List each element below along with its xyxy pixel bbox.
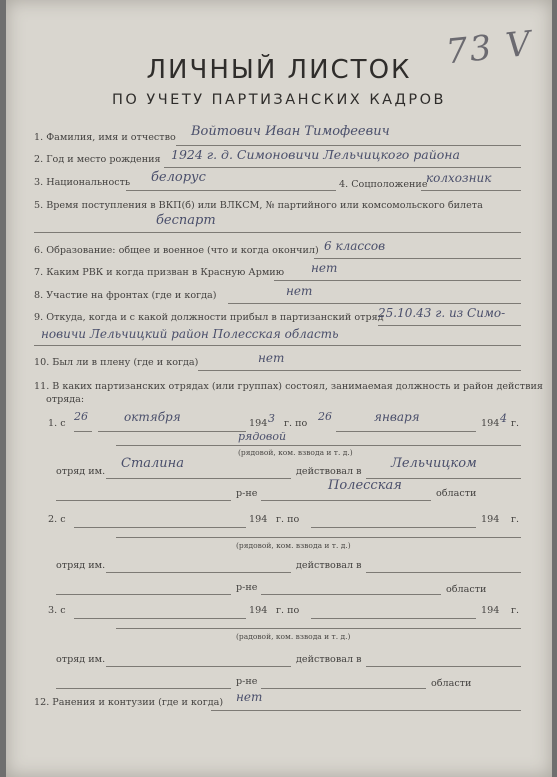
field-4-label: 4. Соцположение (339, 179, 428, 190)
block-3-role-caption: (радовой, ком. взвода и т. д.) (236, 632, 351, 641)
block-3-unit-label: отряд им. (56, 654, 106, 665)
block-1-g: г. (511, 418, 520, 429)
field-7-value: нет (311, 261, 338, 275)
block-3-year-prefix: 194 (249, 605, 268, 616)
block-1-year-prefix: 194 (249, 418, 268, 429)
field-5-value: беспарт (156, 213, 216, 228)
field-10-value: нет (258, 351, 285, 365)
block-2-role-caption: (рядовой, ком. взвода и т. д.) (236, 541, 351, 550)
field-9-line (378, 325, 521, 326)
block-3-district-line (366, 666, 521, 667)
field-8-label: 8. Участие на фронтах (где и когда) (34, 290, 217, 301)
field-6-label: 6. Образование: общее и военное (что и когда окончил) (34, 245, 319, 256)
block-3-acted-label: действовал в (296, 654, 362, 665)
field-10-line (198, 370, 521, 371)
block-1-day-from: 26 (74, 410, 88, 423)
block-1-rne: р-не (236, 488, 258, 499)
handwritten-corner-mark: 73 V (444, 23, 535, 73)
field-6-value: 6 классов (324, 239, 386, 253)
block-2-year-prefix: 194 (249, 514, 268, 525)
block-3-role-line (116, 628, 521, 629)
field-9-label: 9. Откуда, когда и с какой должности прибыл в партизанский отряд (34, 312, 384, 323)
block-1-oblast: области (436, 488, 477, 499)
field-1-value: Войтович Иван Тимофеевич (191, 124, 390, 139)
block-2-year-prefix-2: 194 (481, 514, 500, 525)
field-7-line (274, 280, 521, 281)
field-3-label: 3. Национальность (34, 177, 131, 188)
field-11-label: 11. В каких партизанских отрядах (или группах) состоял, занимаемая должность и район действия (34, 381, 543, 392)
field-1-line (176, 145, 521, 146)
field-9-line-2 (34, 345, 521, 346)
block-3-rne: р-не (236, 676, 258, 687)
field-6-line (314, 258, 521, 259)
block-1-to-label: г. по (284, 418, 308, 429)
field-3-line (126, 190, 336, 191)
block-1-month-to: января (374, 410, 420, 424)
block-1-rne-line (56, 500, 231, 501)
block-1-acted-label: действовал в (296, 466, 362, 477)
block-3-region-line (261, 688, 426, 689)
block-2-to-label: г. по (276, 514, 300, 525)
block-1-year-from: 3 (268, 412, 275, 425)
block-2-district-line (366, 572, 521, 573)
block-3-rne-line (56, 688, 231, 689)
field-4-line (421, 190, 521, 191)
field-5-label: 5. Время поступления в ВКП(б) или ВЛКСМ, № партийного или комсомольского билета (34, 200, 483, 211)
block-3-to-line (311, 618, 476, 619)
block-1-month-from: октября (124, 410, 181, 424)
block-3-oblast: области (431, 678, 472, 689)
field-9-value-2: новичи Лельчицкий район Полесская область (41, 327, 339, 341)
field-12-value: нет (236, 690, 263, 704)
field-9-value: 25.10.43 г. из Симо- (378, 306, 506, 320)
block-3-to-label: г. по (276, 605, 300, 616)
field-8-line (228, 303, 521, 304)
block-1-year-to: 4 (500, 412, 507, 425)
block-2-rne-line (56, 594, 231, 595)
block-1-unit: Сталина (121, 456, 184, 471)
field-2-line (164, 167, 521, 168)
field-12-line (211, 710, 521, 711)
field-5-line (34, 232, 521, 233)
field-12-label: 12. Ранения и контузии (где и когда) (34, 697, 224, 708)
block-2-g: г. (511, 514, 520, 525)
block-2-role-line (116, 537, 521, 538)
block-1-month-to-line (336, 431, 476, 432)
block-1-month-from-line (98, 431, 246, 432)
field-2-label: 2. Год и место рождения (34, 154, 161, 165)
block-2-acted-label: действовал в (296, 560, 362, 571)
field-2-value: 1924 г. д. Симоновичи Лельчицкого района (171, 147, 460, 162)
block-2-num: 2. с (48, 514, 66, 525)
form-title: ЛИЧНЫЙ ЛИСТОК (146, 55, 412, 85)
field-8-value: нет (286, 284, 313, 298)
block-2-oblast: области (446, 584, 487, 595)
field-10-label: 10. Был ли в плену (где и когда) (34, 357, 199, 368)
block-1-district: Лельчицком (391, 456, 477, 471)
block-3-g: г. (511, 605, 520, 616)
field-7-label: 7. Каким РВК и когда призван в Красную Армию (34, 267, 285, 278)
block-1-role: рядовой (238, 430, 287, 443)
block-2-to-line (311, 527, 476, 528)
field-3-value: белорус (151, 170, 206, 185)
block-1-region: Полесская (328, 478, 402, 493)
block-2-rne: р-не (236, 582, 258, 593)
field-4-value: колхозник (426, 171, 492, 185)
field-11-label-2: отряда: (46, 394, 85, 405)
block-1-year-prefix-2: 194 (481, 418, 500, 429)
block-3-unit-line (106, 666, 291, 667)
document-page (6, 0, 552, 777)
block-1-unit-label: отряд им. (56, 466, 106, 477)
block-3-num: 3. с (48, 605, 66, 616)
block-2-unit-label: отряд им. (56, 560, 106, 571)
block-3-from-line (74, 618, 246, 619)
block-2-unit-line (106, 572, 291, 573)
block-1-role-line (116, 445, 521, 446)
block-1-day-to: 26 (318, 410, 332, 423)
block-1-day-from-line (74, 431, 92, 432)
field-1-label: 1. Фамилия, имя и отчество (34, 132, 176, 143)
block-3-year-prefix-2: 194 (481, 605, 500, 616)
block-1-num: 1. с (48, 418, 66, 429)
block-2-from-line (74, 527, 246, 528)
form-subtitle: ПО УЧЕТУ ПАРТИЗАНСКИХ КАДРОВ (111, 92, 446, 108)
block-1-unit-line (106, 478, 291, 479)
block-2-region-line (261, 594, 441, 595)
block-1-role-caption: (рядовой, ком. взвода и т. д.) (238, 448, 353, 457)
block-1-region-line (261, 500, 431, 501)
